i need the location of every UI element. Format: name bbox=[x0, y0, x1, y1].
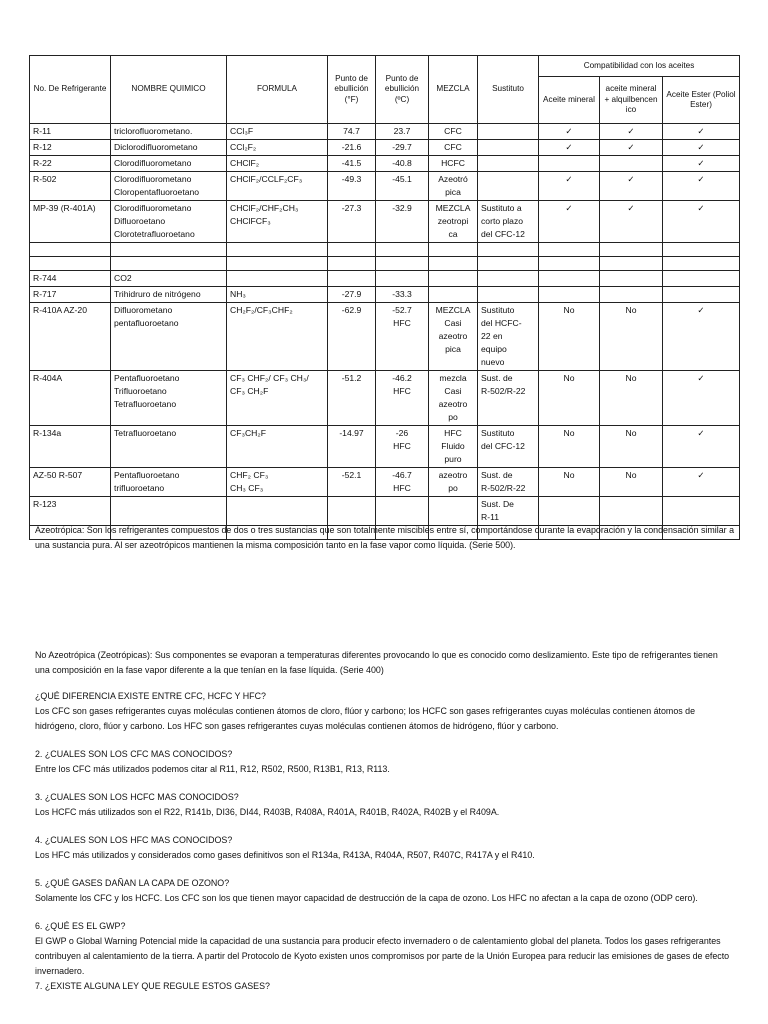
cell-o2 bbox=[600, 257, 663, 271]
cell-o3: ✓ bbox=[663, 371, 740, 426]
cell-c: -32.9 bbox=[376, 201, 429, 243]
answer: Los CFC son gases refrigerantes cuyas moléculas contienen átomos de cloro, flúor y carbono; los HCFC son gases refrigerantes cuyas moléculas contienen átomos de hidrógeno, cloro, flúor y carbono. Los HFC son gases refrigerantes cuyas moléculas contienen átomos de hidrógeno, flúor y carbono. bbox=[35, 706, 696, 731]
cell-sub bbox=[478, 271, 539, 287]
cell-c: -45.1 bbox=[376, 172, 429, 201]
cell-no: R-123 bbox=[30, 497, 111, 526]
cell-formula: CF₃CH₂F bbox=[227, 426, 328, 468]
cell-no: MP-39 (R-401A) bbox=[30, 201, 111, 243]
cell-o1 bbox=[539, 257, 600, 271]
table-row bbox=[30, 497, 740, 526]
cell-o2: ✓ bbox=[600, 201, 663, 243]
cell-formula: CHF₂ CF₃ CH₃ CF₃ bbox=[227, 468, 328, 497]
cell-o1 bbox=[539, 497, 600, 526]
paragraph: No Azeotrópica (Zeotrópicas): Sus componentes se evaporan a temperaturas diferentes provocando lo que es conocido como deslizamiento. Este tipo de refrigerantes tienen una composición en la fase vapor diferente a la que tenían en la fase líquida. (Serie 400) bbox=[35, 650, 718, 675]
cell-mix bbox=[429, 243, 478, 257]
cell-mix: azeotro po bbox=[429, 468, 478, 497]
cell-formula: CHClF₂/CHF₂CH₃ CHClFCF₃ bbox=[227, 201, 328, 243]
cell-o1: ✓ bbox=[539, 172, 600, 201]
cell-no: R-12 bbox=[30, 140, 111, 156]
cell-o1 bbox=[539, 243, 600, 257]
cell-c bbox=[376, 243, 429, 257]
cell-o2: ✓ bbox=[600, 172, 663, 201]
cell-o3: ✓ bbox=[663, 201, 740, 243]
cell-name: Clorodifluorometano bbox=[111, 156, 227, 172]
cell-c: -33.3 bbox=[376, 287, 429, 303]
cell-f: -21.6 bbox=[328, 140, 376, 156]
cell-o3: ✓ bbox=[663, 156, 740, 172]
cell-o3: ✓ bbox=[663, 140, 740, 156]
cell-o1: No bbox=[539, 371, 600, 426]
cell-mix: HCFC bbox=[429, 156, 478, 172]
cell-sub bbox=[478, 140, 539, 156]
header-formula: FORMULA bbox=[227, 56, 328, 124]
cell-o2 bbox=[600, 271, 663, 287]
question-heading: 6. ¿QUÉ ES EL GWP? bbox=[35, 921, 126, 931]
cell-sub bbox=[478, 287, 539, 303]
question-heading: 4. ¿CUALES SON LOS HFC MAS CONOCIDOS? bbox=[35, 835, 233, 845]
cell-f bbox=[328, 243, 376, 257]
answer: Entre los CFC más utilizados podemos citar al R11, R12, R502, R500, R13B1, R13, R113. bbox=[35, 764, 390, 774]
cell-c bbox=[376, 497, 429, 526]
cell-f: -27.9 bbox=[328, 287, 376, 303]
cell-name: Tetrafluoroetano bbox=[111, 426, 227, 468]
cell-c: -46.2 HFC bbox=[376, 371, 429, 426]
cell-f bbox=[328, 257, 376, 271]
cell-c: -46.7 HFC bbox=[376, 468, 429, 497]
header-oil-ester: Aceite Ester (Poliol Ester) bbox=[663, 77, 740, 124]
cell-no: R-717 bbox=[30, 287, 111, 303]
cell-f bbox=[328, 497, 376, 526]
cell-mix: mezcla Casi azeotro po bbox=[429, 371, 478, 426]
cell-name: CO2 bbox=[111, 271, 227, 287]
questions-section bbox=[35, 648, 735, 994]
cell-name: Clorodifluorometano Difluoroetano Clorotetrafluoroetano bbox=[111, 201, 227, 243]
cell-mix: MEZCLA zeotropi ca bbox=[429, 201, 478, 243]
cell-no bbox=[30, 243, 111, 257]
cell-sub bbox=[478, 156, 539, 172]
cell-formula: CHClF₂/CCLF₂CF₃ bbox=[227, 172, 328, 201]
table-body bbox=[30, 124, 740, 540]
cell-formula: NH₃ bbox=[227, 287, 328, 303]
table-row bbox=[30, 303, 740, 371]
cell-o3 bbox=[663, 287, 740, 303]
cell-o3 bbox=[663, 497, 740, 526]
table-row bbox=[30, 140, 740, 156]
cell-mix: HFC Fluido puro bbox=[429, 426, 478, 468]
cell-name: triclorofluorometano. bbox=[111, 124, 227, 140]
cell-o2 bbox=[600, 156, 663, 172]
cell-o3: ✓ bbox=[663, 426, 740, 468]
header-boil-f: Punto de ebullición (°F) bbox=[328, 56, 376, 124]
cell-no: AZ-50 R-507 bbox=[30, 468, 111, 497]
table-row bbox=[30, 468, 740, 497]
cell-c: -40.8 bbox=[376, 156, 429, 172]
cell-o2: ✓ bbox=[600, 124, 663, 140]
cell-no: R-410A AZ-20 bbox=[30, 303, 111, 371]
cell-sub bbox=[478, 243, 539, 257]
cell-sub: Sustituto a corto plazo del CFC-12 bbox=[478, 201, 539, 243]
cell-f: -62.9 bbox=[328, 303, 376, 371]
cell-formula: CCl₂F₂ bbox=[227, 140, 328, 156]
cell-c: 23.7 bbox=[376, 124, 429, 140]
cell-o1: No bbox=[539, 303, 600, 371]
question-heading: ¿QUÉ DIFERENCIA EXISTE ENTRE CFC, HCFC Y HFC? bbox=[35, 691, 266, 701]
cell-name: Pentafluoroetano Trifluoroetano Tetrafluoroetano bbox=[111, 371, 227, 426]
cell-o1 bbox=[539, 287, 600, 303]
cell-f bbox=[328, 271, 376, 287]
cell-c: -52.7 HFC bbox=[376, 303, 429, 371]
cell-f: -14.97 bbox=[328, 426, 376, 468]
answer: El GWP o Global Warning Potencial mide la capacidad de una sustancia para producir efecto invernadero o de calentamiento global del planeta. Todos los gases refrigerantes contribuyen al calentamiento de la tierra. A partir del Protocolo de Kyoto existen unos compromisos por parte de la Unión Europea para reducir las emisiones de gases de efecto invernadero. bbox=[35, 936, 730, 976]
cell-sub: Sust. de R-502/R-22 bbox=[478, 468, 539, 497]
cell-name bbox=[111, 257, 227, 271]
cell-name bbox=[111, 497, 227, 526]
cell-o2: No bbox=[600, 303, 663, 371]
cell-sub: Sust. de R-502/R-22 bbox=[478, 371, 539, 426]
cell-formula: CF₃ CHF₂/ CF₃ CH₃/ CF₃ CH₂F bbox=[227, 371, 328, 426]
answer: Los HCFC más utilizados son el R22, R141b, DI36, DI44, R403B, R408A, R401A, R401B, R402A, R402B y el R409A. bbox=[35, 807, 500, 817]
cell-sub: Sust. De R-11 bbox=[478, 497, 539, 526]
cell-o3: ✓ bbox=[663, 303, 740, 371]
header-substitute: Sustituto bbox=[478, 56, 539, 124]
cell-no: R-404A bbox=[30, 371, 111, 426]
answer: Solamente los CFC y los HCFC. Los CFC son los que tienen mayor capacidad de destrucción de la capa de ozono. Los HFC no afectan a la capa de ozono (ODP cero). bbox=[35, 893, 698, 903]
answer: Los HFC más utilizados y considerados como gases definitivos son el R134a, R413A, R404A, R507, R407C, R417A y el R410. bbox=[35, 850, 535, 860]
paragraph: Azeotrópica: Son los refrigerantes compuestos de dos o tres sustancias que son totalmente miscibles entre sí, comportándose durante la evaporación y la condensación similar a una sustancia pura. Al ser azeotrópicos mantienen la misma composición tanto en la fase vapor como líquida. (Serie 500). bbox=[35, 525, 735, 550]
cell-c: -29.7 bbox=[376, 140, 429, 156]
cell-mix bbox=[429, 497, 478, 526]
cell-mix: Azeotró pica bbox=[429, 172, 478, 201]
cell-o2 bbox=[600, 243, 663, 257]
table-row bbox=[30, 201, 740, 243]
question-heading: 2. ¿CUALES SON LOS CFC MAS CONOCIDOS? bbox=[35, 749, 233, 759]
table-row bbox=[30, 271, 740, 287]
table-row bbox=[30, 426, 740, 468]
cell-o3 bbox=[663, 257, 740, 271]
cell-o3: ✓ bbox=[663, 172, 740, 201]
cell-no: R-11 bbox=[30, 124, 111, 140]
cell-o1: ✓ bbox=[539, 140, 600, 156]
header-name: NOMBRE QUIMICO bbox=[111, 56, 227, 124]
cell-o2 bbox=[600, 287, 663, 303]
question-heading: 5. ¿QUÉ GASES DAÑAN LA CAPA DE OZONO? bbox=[35, 878, 230, 888]
cell-c: -26 HFC bbox=[376, 426, 429, 468]
cell-sub bbox=[478, 172, 539, 201]
cell-c bbox=[376, 257, 429, 271]
table-row bbox=[30, 124, 740, 140]
cell-sub bbox=[478, 257, 539, 271]
cell-f: -41.5 bbox=[328, 156, 376, 172]
cell-f: -27.3 bbox=[328, 201, 376, 243]
cell-o1 bbox=[539, 271, 600, 287]
cell-formula: CH₂F₂/CF₃CHF₂ bbox=[227, 303, 328, 371]
header-oil-mineral: Aceite mineral bbox=[539, 77, 600, 124]
cell-sub: Sustituto del HCFC- 22 en equipo nuevo bbox=[478, 303, 539, 371]
cell-f: -49.3 bbox=[328, 172, 376, 201]
header-mix: MEZCLA bbox=[429, 56, 478, 124]
cell-formula bbox=[227, 243, 328, 257]
cell-no bbox=[30, 257, 111, 271]
cell-o2: No bbox=[600, 426, 663, 468]
cell-formula bbox=[227, 257, 328, 271]
refrigerant-table bbox=[29, 55, 740, 540]
table-row bbox=[30, 371, 740, 426]
cell-f: -52.1 bbox=[328, 468, 376, 497]
cell-o3: ✓ bbox=[663, 468, 740, 497]
cell-name bbox=[111, 243, 227, 257]
cell-sub: Sustituto del CFC-12 bbox=[478, 426, 539, 468]
table-row bbox=[30, 172, 740, 201]
cell-o3: ✓ bbox=[663, 124, 740, 140]
cell-name: Diclorodifluorometano bbox=[111, 140, 227, 156]
cell-no: R-744 bbox=[30, 271, 111, 287]
cell-sub bbox=[478, 124, 539, 140]
cell-name: Pentafluoroetano trifluoroetano bbox=[111, 468, 227, 497]
cell-formula bbox=[227, 497, 328, 526]
cell-o1: No bbox=[539, 468, 600, 497]
cell-c bbox=[376, 271, 429, 287]
cell-o2: ✓ bbox=[600, 140, 663, 156]
cell-o1: No bbox=[539, 426, 600, 468]
cell-no: R-134a bbox=[30, 426, 111, 468]
cell-no: R-502 bbox=[30, 172, 111, 201]
cell-o2 bbox=[600, 497, 663, 526]
cell-o2: No bbox=[600, 468, 663, 497]
cell-formula: CHClF₂ bbox=[227, 156, 328, 172]
cell-o2: No bbox=[600, 371, 663, 426]
cell-f: 74.7 bbox=[328, 124, 376, 140]
cell-mix bbox=[429, 271, 478, 287]
header-compat: Compatibilidad con los aceites bbox=[539, 56, 740, 77]
cell-formula: CCl₃F bbox=[227, 124, 328, 140]
header-boil-c: Punto de ebullición (ºC) bbox=[376, 56, 429, 124]
cell-mix: CFC bbox=[429, 140, 478, 156]
table-row bbox=[30, 156, 740, 172]
cell-mix: CFC bbox=[429, 124, 478, 140]
question-heading: 3. ¿CUALES SON LOS HCFC MAS CONOCIDOS? bbox=[35, 792, 239, 802]
cell-o1: ✓ bbox=[539, 124, 600, 140]
cell-mix bbox=[429, 257, 478, 271]
azeotropic-definition bbox=[35, 523, 735, 553]
cell-f: -51.2 bbox=[328, 371, 376, 426]
cell-formula bbox=[227, 271, 328, 287]
cell-o3 bbox=[663, 271, 740, 287]
cell-name: Trihidruro de nitrógeno bbox=[111, 287, 227, 303]
table-row bbox=[30, 287, 740, 303]
cell-mix bbox=[429, 287, 478, 303]
question-heading: 7. ¿EXISTE ALGUNA LEY QUE REGULE ESTOS GASES? bbox=[35, 981, 270, 991]
header-oil-alkyl: aceite mineral + alquilbencen ico bbox=[600, 77, 663, 124]
cell-mix: MEZCLA Casi azeotro pica bbox=[429, 303, 478, 371]
cell-no: R-22 bbox=[30, 156, 111, 172]
header-no: No. De Refrigerante bbox=[30, 56, 111, 124]
cell-o3 bbox=[663, 243, 740, 257]
table-row bbox=[30, 243, 740, 257]
table-row bbox=[30, 257, 740, 271]
cell-name: Difluorometano pentafluoroetano bbox=[111, 303, 227, 371]
cell-o1: ✓ bbox=[539, 201, 600, 243]
cell-name: Clorodifluorometano Cloropentafluoroetano bbox=[111, 172, 227, 201]
cell-o1 bbox=[539, 156, 600, 172]
